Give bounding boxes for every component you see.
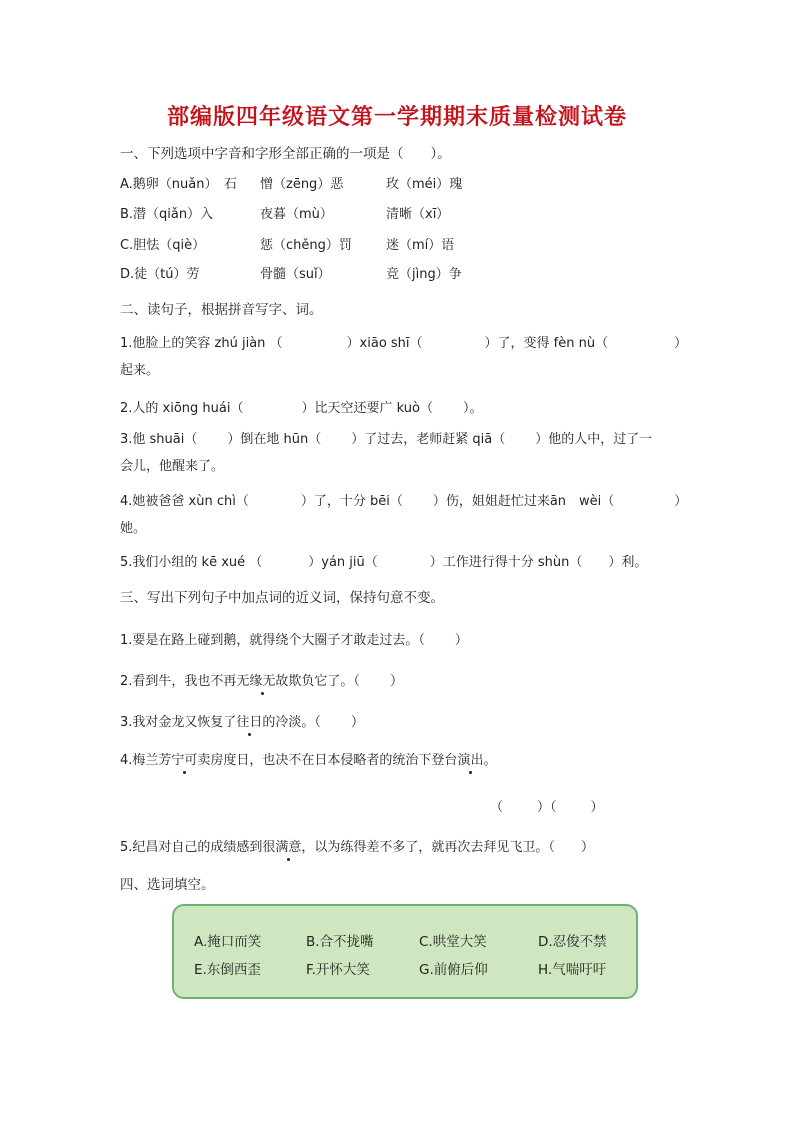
q2-sentence-3-cont: 会儿，他醒来了。: [120, 459, 225, 474]
word-option-g: G.前俯后仰: [419, 962, 488, 978]
dotted-word: 满意: [275, 840, 302, 855]
word-option-f: F.开怀大笑: [306, 962, 370, 978]
section-1-heading: 一、下列选项中字音和字形全部正确的一项是（ ）。: [120, 146, 451, 162]
q2-sentence-4-cont: 她。: [120, 521, 147, 536]
q2-sentence-4: 4.她被爸爸 xùn chì（ ）了，十分 bēi（ ）伤，姐姐赶忙过来ān wèi（ ）: [120, 494, 688, 509]
word-option-b: B.合不拢嘴: [306, 934, 374, 950]
q2-sentence-3: 3.他 shuāi（ ）倒在地 hūn（ ）了过去，老师赶紧 qiā（ ）他的人中，过了一: [120, 432, 653, 447]
dotted-word: 往日: [236, 715, 263, 730]
q3-sentence-5: 5.纪昌对自己的成绩感到很满意，以为练得差不多了，就再次去拜见飞卫。（ ）: [120, 840, 594, 855]
q1-d-col1: D.徒（tú）劳: [120, 267, 200, 282]
q1-b-col1: B.潜（qiǎn）入: [120, 207, 214, 222]
q1-b-col2: 夜暮（mù）: [260, 207, 333, 222]
word-option-d: D.忍俊不禁: [538, 934, 607, 950]
section-3-heading: 三、写出下列句子中加点词的近义词，保持句意不变。: [120, 590, 444, 606]
q3-sentence-4-blanks: （ ）（ ）: [490, 800, 604, 815]
q1-a-col1: A.鹅卵（nuǎn） 石: [120, 177, 237, 192]
section-2-heading: 二、读句子，根据拼音写字、词。: [120, 302, 323, 318]
q1-c-col3: 迷（mí）语: [386, 238, 455, 253]
q3-sentence-2: 2.看到牛，我也不再无缘无故欺负它了。（ ）: [120, 674, 403, 689]
word-choice-box: [172, 904, 638, 999]
q3-sentence-3: 3.我对金龙又恢复了往日的冷淡。（ ）: [120, 715, 364, 730]
q2-sentence-1-cont: 起来。: [120, 363, 160, 378]
dotted-word: 宁可: [171, 753, 198, 768]
word-option-h: H.气喘吁吁: [538, 962, 607, 978]
q3-sentence-4: 4.梅兰芳宁可卖房度日，也决不在日本侵略者的统治下登台演出。: [120, 753, 497, 768]
word-option-a: A.掩口而笑: [194, 934, 262, 950]
q1-d-col3: 竞（jìng）争: [386, 267, 462, 282]
q1-a-col2: 憎（zēng）恶: [260, 177, 344, 192]
q3-sentence-1: 1.要是在路上碰到鹅，就得绕个大圈子才敢走过去。（ ）: [120, 633, 468, 648]
q2-sentence-5: 5.我们小组的 kē xué （ ）yán jiū（ ）工作进行得十分 shùn（ ）利。: [120, 555, 648, 570]
q1-d-col2: 骨髓（suǐ）: [260, 267, 331, 282]
q2-sentence-2: 2.人的 xiōng huái（ ）比天空还要广 kuò（ ）。: [120, 401, 483, 416]
q1-b-col3: 清晰（xī）: [386, 207, 450, 222]
q1-a-col3: 玫（méi）瑰: [386, 177, 463, 192]
word-option-e: E.东倒西歪: [194, 962, 261, 978]
q2-sentence-1: 1.他脸上的笑容 zhú jiàn （ ）xiāo shī（ ）了，变得 fèn nù（ ）: [120, 336, 688, 351]
dotted-word: 无缘无故: [236, 674, 289, 689]
section-4-heading: 四、选词填空。: [120, 877, 215, 893]
dotted-word: 演出: [457, 753, 484, 768]
word-option-c: C.哄堂大笑: [419, 934, 487, 950]
page-title: 部编版四年级语文第一学期期末质量检测试卷: [166, 104, 627, 130]
q1-c-col2: 惩（chěng）罚: [260, 238, 352, 253]
q1-c-col1: C.胆怯（qiè）: [120, 238, 206, 253]
